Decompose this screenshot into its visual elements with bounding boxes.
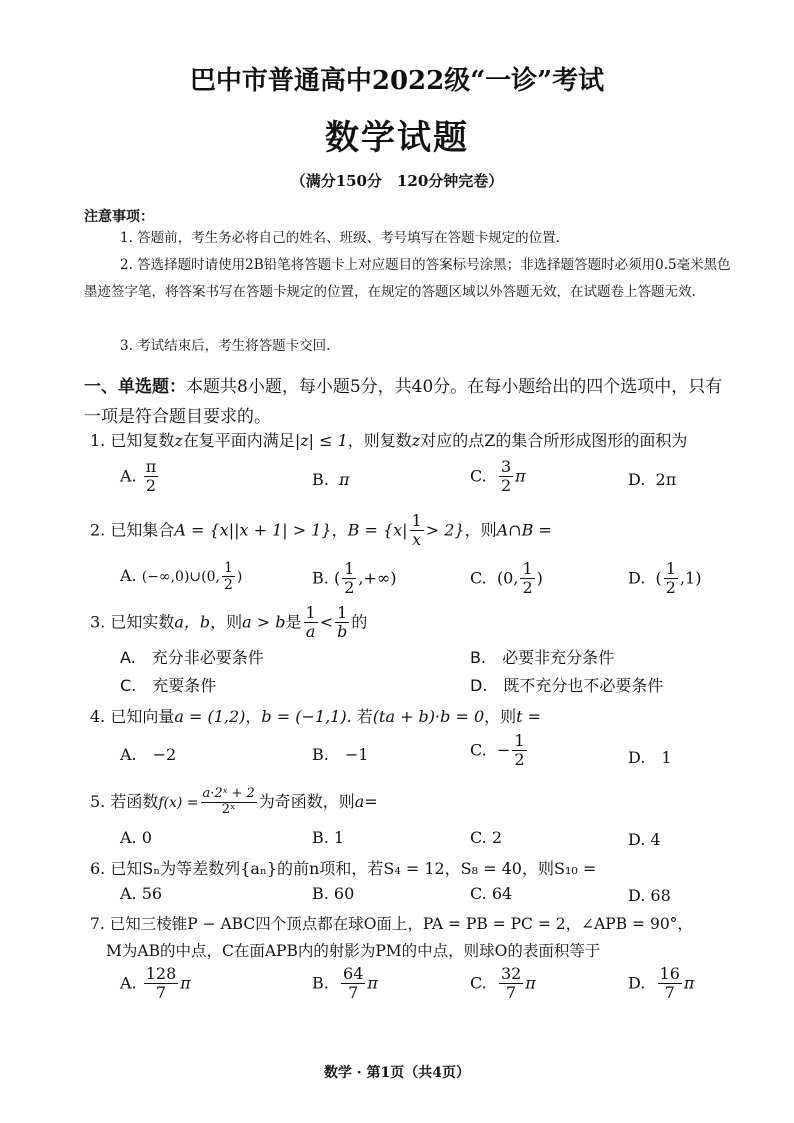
q1-option-c: C. $\frac{3}{2}$ π [470,457,526,496]
question-7-line-2: M为AB的中点，C在面APB内的射影为PM的中点，则球O的表面积等于 [106,942,601,960]
question-7-line-1: 7. 已知三棱锥P − ABC四个顶点都在球O面上，PA = PB = PC = 2，∠APB = 90°， [90,915,693,933]
question-3-stem: 3. 已知实数a，b，则a > b是 $\frac{1}{a}$ < $\frac{1}{b}$ 的 [90,603,368,642]
q7-option-a: A. $\frac{128}{7}$ π [120,964,191,1003]
q5-option-a: A. 0 [120,828,152,847]
subject-title: 数学试题 [325,118,469,158]
question-6-stem: 6. 已知Sₙ为等差数列{aₙ}的前n项和，若S₄ = 12，S₈ = 40，则S₁₀ = [90,859,597,878]
section-heading [84,372,724,432]
question-2-stem: 2. 已知集合A = {x||x + 1| > 1}，B = {x| $\frac{1}{x}$ > 2}，则A∩B = [90,511,552,550]
q6-option-d: D. 68 [628,886,671,905]
q6-option-c: C. 64 [470,884,513,903]
q7-option-c: C. $\frac{32}{7}$ π [470,964,536,1003]
note-item: 2. 答选择题时请使用2B铅笔将答题卡上对应题目的答案标号涂黑；非选择题答题时必须用0.5毫米黑色墨迹签字笔，将答案书写在答题卡规定的位置，在规定的答题区域以外答题无效，在试题卷上答题无效. [84,257,731,300]
q3-option-b: B. 必要非充分条件 [470,648,615,667]
q4-option-c: C. − $\frac{1}{2}$ [470,731,525,770]
question-4-stem: 4. 已知向量a = (1,2)，b = (−1,1). 若(ta + b)·b = 0，则t = [90,707,542,726]
q1-option-d: D. 2π [628,470,677,489]
section-label: 一、单选题： [84,377,186,397]
page-footer: 数学 · 第1页（共4页） [323,1065,471,1081]
q5-option-d: D. 4 [628,830,661,849]
q3-option-d: D. 既不充分也不必要条件 [470,676,664,695]
q5-option-b: B. 1 [312,828,345,847]
note-item: 1. 答题前，考生务必将自己的姓名、班级、考号填写在答题卡规定的位置. [120,230,560,246]
q6-option-a: A. 56 [120,884,163,903]
notes-heading: 注意事项： [84,209,154,225]
question-1-stem: 1. 已知复数z在复平面内满足|z| ≤ 1，则复数z对应的点Z的集合所形成图形的面积为 [90,431,688,450]
q3-option-c: C. 充要条件 [120,676,217,695]
q2-option-d: D. ( $\frac{1}{2}$ ,1) [628,559,702,598]
q2-option-c: C. (0, $\frac{1}{2}$ ) [470,559,543,598]
q4-option-d: D. 1 [628,748,672,767]
q4-option-b: B. −1 [312,745,369,764]
exam-info: （满分150分 120分钟完卷） [290,172,504,190]
q5-option-c: C. 2 [470,828,503,847]
q4-option-a: A. −2 [120,745,177,764]
question-5-stem: 5. 若函数f(x) = $\frac{\text{a·2ˣ + 2}}{\text{2ˣ}}$ 为奇函数，则a= [90,786,378,817]
note-item: 3. 考试结束后，考生将答题卡交回. [120,338,331,354]
section-text: 本题共8小题，每小题5分，共40分。在每小题给出的四个选项中，只有一项是符合题目要求的。 [84,377,723,427]
q3-option-a: A. 充分非必要条件 [120,648,264,667]
exam-title: 巴中市普通高中2022级“一诊”考试 [189,66,605,96]
q1-option-b: B. π [312,470,350,489]
q6-option-b: B. 60 [312,884,355,903]
q7-option-d: D. $\frac{16}{7}$ π [628,964,695,1003]
q2-option-b: B. ( $\frac{1}{2}$ ,+∞) [312,559,397,598]
q1-option-a: A. $\frac{\pi}{2}$ [120,457,157,496]
q2-option-a: A. (−∞,0)∪(0, $\frac{1}{2}$ ) [120,560,243,594]
q7-option-b: B. $\frac{64}{7}$ π [312,964,378,1003]
